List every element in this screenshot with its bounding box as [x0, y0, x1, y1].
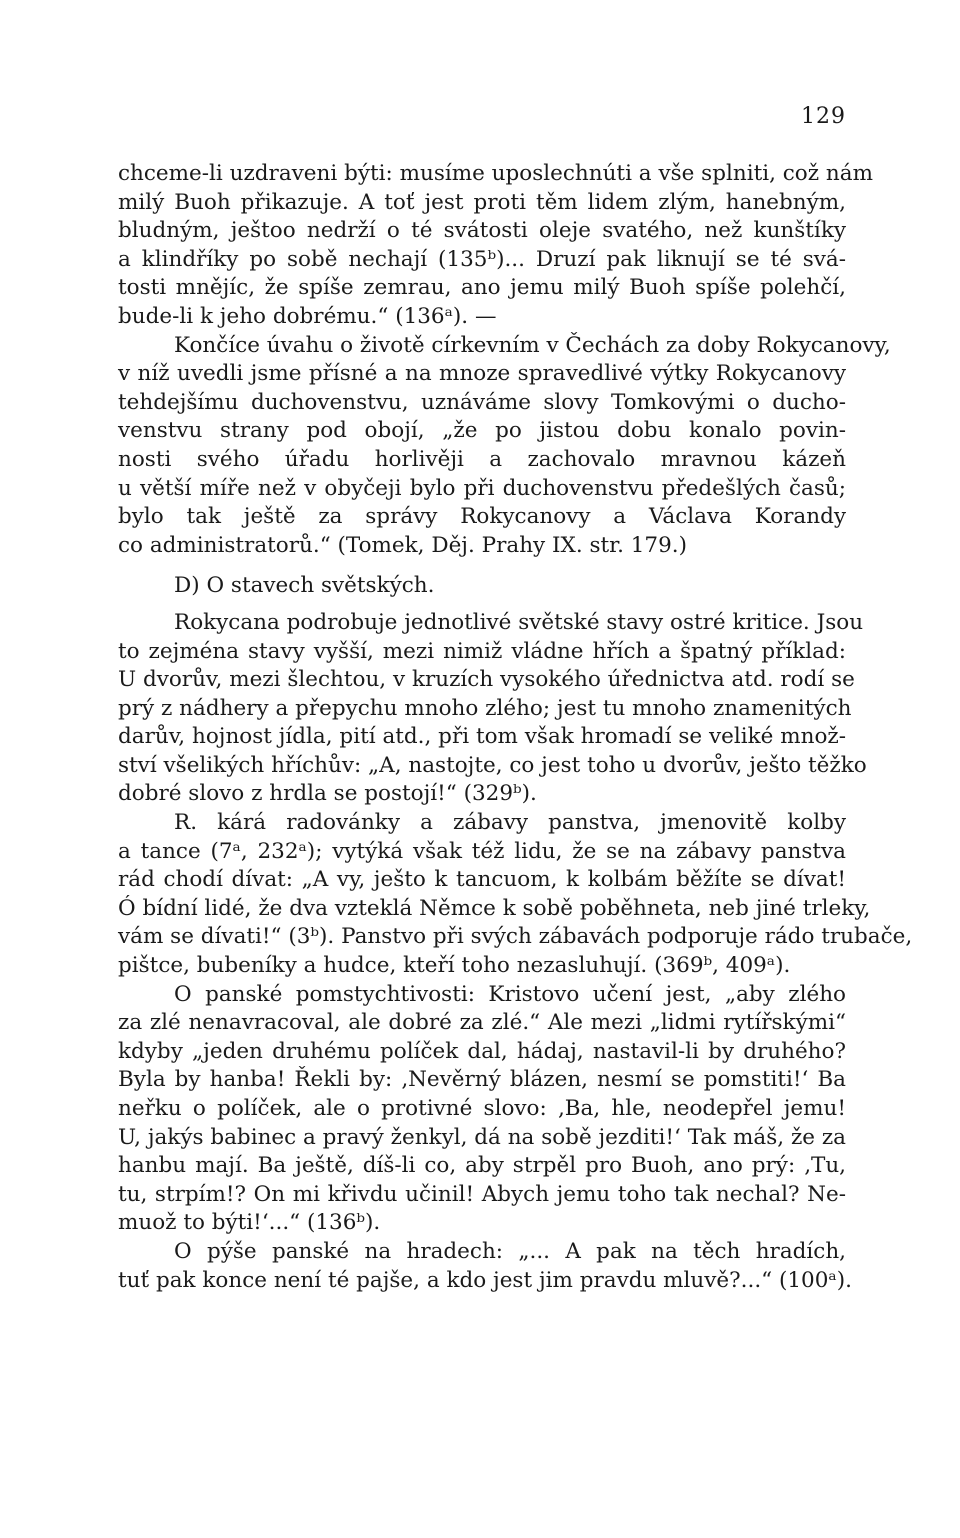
- text-line: kdyby „jeden druhému políček dal, hádaj, nastavil-li by druhého?: [118, 1038, 846, 1064]
- text-line: hanbu mají. Ba ještě, díš-li co, aby strpěl pro Buoh, ano prý: ‚Tu,: [118, 1153, 846, 1179]
- text-line: U dvorův, mezi šlechtou, v kruzích vysokého úřednictva atd. rodí se: [118, 667, 855, 693]
- text-line: Byla by hanba! Řekli by: ‚Nevěrný blázen, nesmí se pomstiti!‘ Ba: [118, 1067, 846, 1093]
- text-line: bludným, ještoo nedrží o té svátosti oleje svatého, než kunštíky: [118, 218, 846, 244]
- text-line: venstvu strany pod obojí, „že po jistou dobu konalo povin-: [118, 418, 846, 444]
- text-line: za zlé nenavracoval, ale dobré za zlé.“ Ale mezi „lidmi rytířskými“: [118, 1010, 846, 1036]
- text-line: vám se dívati!“ (3ᵇ). Panstvo při svých zábavách podporuje rádo trubače,: [118, 924, 913, 950]
- text-line: prý z nádhery a přepychu mnoho zlého; jest tu mnoho znamenitých: [118, 695, 852, 721]
- text-line: tuť pak konce není té pajše, a kdo jest jim pravdu mluvě?...“ (100ᵃ).: [118, 1267, 852, 1293]
- text-line: muož to býti!‘...“ (136ᵇ).: [118, 1210, 381, 1236]
- text-line: O pýše panské na hradech: „... A pak na těch hradích,: [174, 1238, 846, 1264]
- text-line: R. kárá radovánky a zábavy panstva, jmenovitě kolby: [174, 810, 846, 836]
- text-line: bude-li k jeho dobrému.“ (136ᵃ). —: [118, 303, 497, 329]
- text-line: nosti svého úřadu horlivěji a zachovalo mravnou kázeň: [118, 446, 846, 472]
- text-line: milý Buoh přikazuje. A toť jest proti těm lidem zlým, hanebným,: [118, 189, 846, 215]
- page-number: 129: [801, 104, 846, 129]
- text-line: tu, strpím!? On mi křivdu učinil! Abych jemu toho tak nechal? Ne-: [118, 1181, 846, 1207]
- text-line: Ó bídní lidé, že dva vzteklá Němce k sobě poběhneta, neb jiné trleky,: [118, 895, 871, 921]
- text-line: Končíce úvahu o životě církevním v Čechách za doby Rokycanovy,: [174, 332, 891, 358]
- text-line: to zejména stavy vyšší, mezi nimiž vládne hřích a špatný příklad:: [118, 638, 846, 664]
- text-line: tehdejšímu duchovenstvu, uznáváme slovy Tomkovými o ducho-: [118, 389, 846, 415]
- text-line: ství všelikých hříchův: „A, nastojte, co jest toho u dvorův, ješto těžko: [118, 752, 867, 778]
- text-line: dobré slovo z hrdla se postojí!“ (329ᵇ).: [118, 781, 537, 807]
- text-line: U, jakýs babinec a pravý ženkyl, dá na sobě jezditi!‘ Tak máš, že za: [118, 1124, 846, 1150]
- text-line: darův, hojnost jídla, pití atd., při tom však hromadí se veliké množ-: [118, 724, 846, 750]
- text-line: pištce, bubeníky a hudce, kteří toho nezasluhují. (369ᵇ, 409ᵃ).: [118, 953, 791, 979]
- text-line: tosti mnějíc, že spíše zemrau, ano jemu milý Buoh spíše polehčí,: [118, 275, 846, 301]
- text-line: co administratorů.“ (Tomek, Děj. Prahy IX. str. 179.): [118, 532, 688, 558]
- section-heading: D) O stavech světských.: [174, 573, 435, 599]
- text-line: v níž uvedli jsme přísné a na mnoze spravedlivé výtky Rokycanovy: [118, 361, 846, 387]
- text-line: a tance (7ᵃ, 232ᵃ); vytýká však též lidu, že se na zábavy panstva: [118, 838, 846, 864]
- text-line: Rokycana podrobuje jednotlivé světské stavy ostré kritice. Jsou: [174, 609, 864, 635]
- text-line: u větší míře než v obyčeji bylo při duchovenstvu předešlých časů;: [118, 475, 846, 501]
- text-line: bylo tak ještě za správy Rokycanovy a Václava Korandy: [118, 504, 846, 530]
- text-line: neřku o políček, ale o protivné slovo: ‚Ba, hle, neodepřel jemu!: [118, 1096, 846, 1121]
- text-line: a klindříky po sobě nechají (135ᵇ)... Druzí pak liknují se té svá-: [118, 246, 846, 272]
- text-line: O panské pomstychtivosti: Kristovo učení jest, „aby zlého: [174, 981, 846, 1007]
- text-line: rád chodí dívat: „A vy, ješto k tancuom, k kolbám běžíte se dívat!: [118, 867, 846, 893]
- text-line: chceme-li uzdraveni býti: musíme uposlechnúti a vše splniti, což nám: [118, 161, 873, 186]
- body-text: [118, 160, 913, 1295]
